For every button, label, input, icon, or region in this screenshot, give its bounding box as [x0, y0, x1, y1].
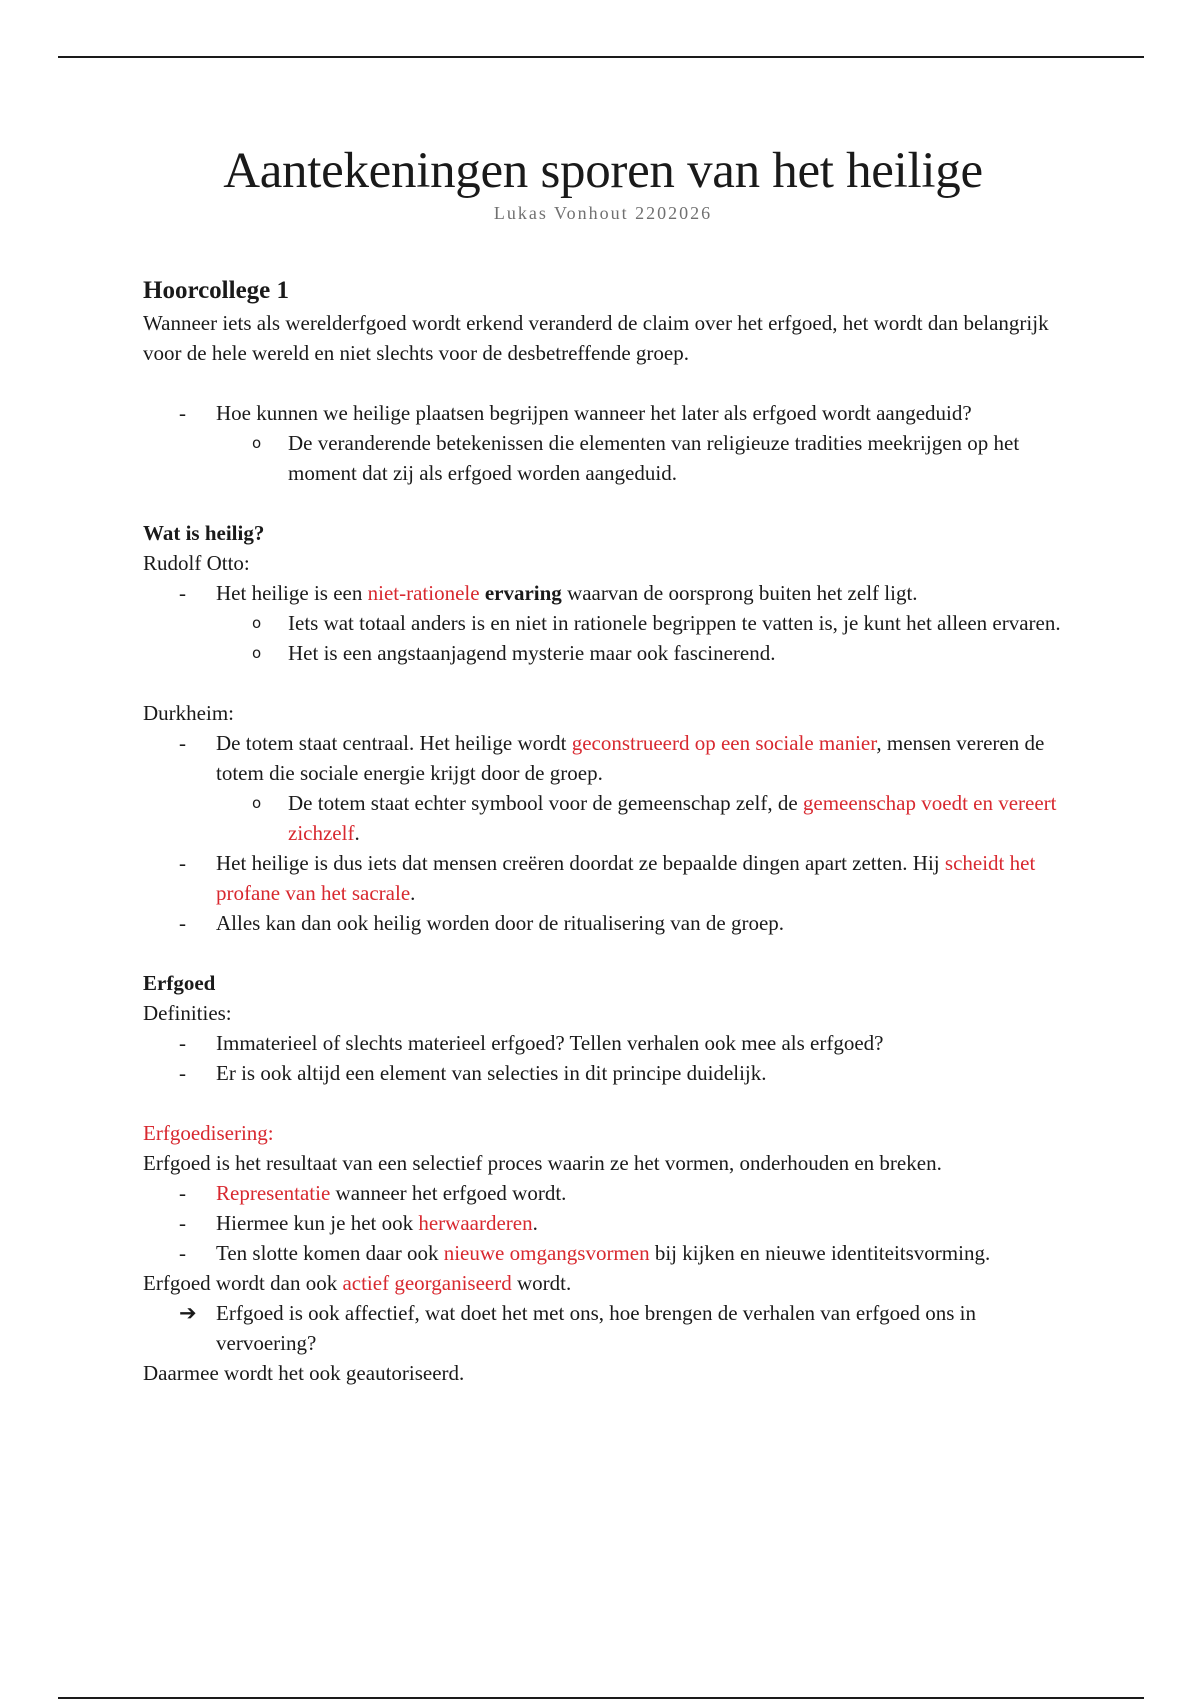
- top-rule: [58, 56, 1144, 58]
- list-item: [143, 728, 1063, 788]
- circle-bullet-icon: o: [252, 614, 262, 632]
- author-subtitle: Lukas Vonhout 2202026: [493, 203, 713, 223]
- text-run: Ten slotte komen daar ook: [216, 1241, 444, 1265]
- list-item: [143, 1178, 1063, 1208]
- text-run: .: [532, 1211, 538, 1235]
- label-rudolf-otto: Rudolf Otto:: [143, 551, 250, 575]
- paragraph-actief: [143, 1268, 1063, 1298]
- dash-marker: -: [179, 731, 186, 755]
- paragraph-erfgoedisering: Erfgoed is het resultaat van een selectief proces waarin ze het vormen, onderhouden en breken.: [143, 1151, 942, 1175]
- highlight-text: niet-rationele: [367, 581, 480, 605]
- sub-list-item: [143, 428, 1063, 488]
- sub-list-item: [143, 788, 1063, 848]
- text-run: De totem staat centraal. Het heilige wordt: [216, 731, 572, 755]
- text-run: Het heilige is een: [216, 581, 368, 605]
- document-body: [143, 140, 1063, 1388]
- dash-marker: -: [179, 1181, 186, 1205]
- highlight-text: nieuwe omgangsvormen: [443, 1241, 650, 1265]
- text-run: Het heilige is dus iets dat mensen creëren doordat ze bepaalde dingen apart zetten. Hij: [216, 851, 945, 875]
- text-run: , mensen vereren de totem die sociale energie krijgt door de groep.: [216, 731, 1045, 785]
- list-item: [143, 848, 1063, 908]
- circle-bullet-icon: o: [252, 644, 262, 662]
- highlight-text: Representatie: [216, 1181, 331, 1205]
- dash-marker: -: [179, 1211, 186, 1235]
- list-item: [143, 398, 1063, 428]
- text-run: Erfgoed wordt dan ook: [143, 1271, 343, 1295]
- list-item: [143, 908, 1063, 938]
- text-run: wordt.: [511, 1271, 572, 1295]
- highlight-text: gemeenschap voedt en vereert zichzelf: [288, 791, 1057, 845]
- paragraph-intro: Wanneer iets als werelderfgoed wordt erkend veranderd de claim over het erfgoed, het wordt dan belangrijk voor de hele wereld en niet slechts voor de desbetreffende groep.: [143, 311, 1049, 365]
- text-run: .: [354, 821, 360, 845]
- text-run: De totem staat echter symbool voor de gemeenschap zelf, de: [288, 791, 803, 815]
- text-run: waarvan de oorsprong buiten het zelf ligt.: [561, 581, 918, 605]
- label-durkheim: Durkheim:: [143, 701, 234, 725]
- heading-wat-is-heilig: Wat is heilig?: [143, 521, 265, 545]
- label-erfgoedisering: Erfgoedisering:: [143, 1121, 274, 1145]
- list-item-text: Immaterieel of slechts materieel erfgoed? Tellen verhalen ook mee als erfgoed?: [216, 1031, 884, 1055]
- circle-bullet-icon: o: [252, 794, 262, 812]
- sub-list-item-text: Iets wat totaal anders is en niet in rationele begrippen te vatten is, je kunt het alleen ervaren.: [288, 611, 1061, 635]
- dash-marker: -: [179, 581, 186, 605]
- sub-list-item-text: Het is een angstaanjagend mysterie maar ook fascinerend.: [288, 641, 776, 665]
- list-item: [143, 1028, 1063, 1058]
- dash-marker: -: [179, 1031, 186, 1055]
- arrow-list-item: [143, 1298, 1063, 1358]
- heading-erfgoed: Erfgoed: [143, 971, 216, 995]
- highlight-text: actief georganiseerd: [342, 1271, 512, 1295]
- sub-list-item: [143, 608, 1063, 638]
- highlight-text: herwaarderen: [418, 1211, 533, 1235]
- bold-text: ervaring: [484, 581, 562, 605]
- dash-marker: -: [179, 1241, 186, 1265]
- dash-marker: -: [179, 401, 186, 425]
- heading-hoorcollege-1: Hoorcollege 1: [143, 277, 290, 304]
- page-title: Aantekeningen sporen van het heilige: [223, 143, 983, 199]
- bottom-rule: [58, 1697, 1144, 1699]
- dash-marker: -: [179, 1061, 186, 1085]
- text-run: bij kijken en nieuwe identiteitsvorming.: [649, 1241, 991, 1265]
- highlight-text: scheidt het profane van het sacrale: [216, 851, 1036, 905]
- dash-marker: -: [179, 911, 186, 935]
- list-item: [143, 1208, 1063, 1238]
- text-run: .: [410, 881, 416, 905]
- arrow-right-icon: ➔: [179, 1301, 197, 1325]
- list-item: [143, 578, 1063, 608]
- circle-bullet-icon: o: [252, 434, 262, 452]
- highlight-text: geconstrueerd op een sociale manier: [571, 731, 877, 755]
- list-item-text: Hoe kunnen we heilige plaatsen begrijpen wanneer het later als erfgoed wordt aangeduid?: [216, 401, 972, 425]
- text-run: wanneer het erfgoed wordt.: [330, 1181, 567, 1205]
- text-run: Hiermee kun je het ook: [216, 1211, 419, 1235]
- sub-list-item: [143, 638, 1063, 668]
- sub-list-item-text: De veranderende betekenissen die elementen van religieuze tradities meekrijgen op het moment dat zij als erfgoed worden aangeduid.: [288, 431, 1020, 485]
- list-item: [143, 1238, 1063, 1268]
- list-item-text: Er is ook altijd een element van selecties in dit principe duidelijk.: [216, 1061, 767, 1085]
- label-definities: Definities:: [143, 1001, 232, 1025]
- list-item-text: Alles kan dan ook heilig worden door de ritualisering van de groep.: [216, 911, 785, 935]
- paragraph-closing: Daarmee wordt het ook geautoriseerd.: [143, 1361, 465, 1385]
- dash-marker: -: [179, 851, 186, 875]
- list-item: [143, 1058, 1063, 1088]
- arrow-list-item-text: Erfgoed is ook affectief, wat doet het met ons, hoe brengen de verhalen van erfgoed ons in vervoering?: [216, 1301, 977, 1355]
